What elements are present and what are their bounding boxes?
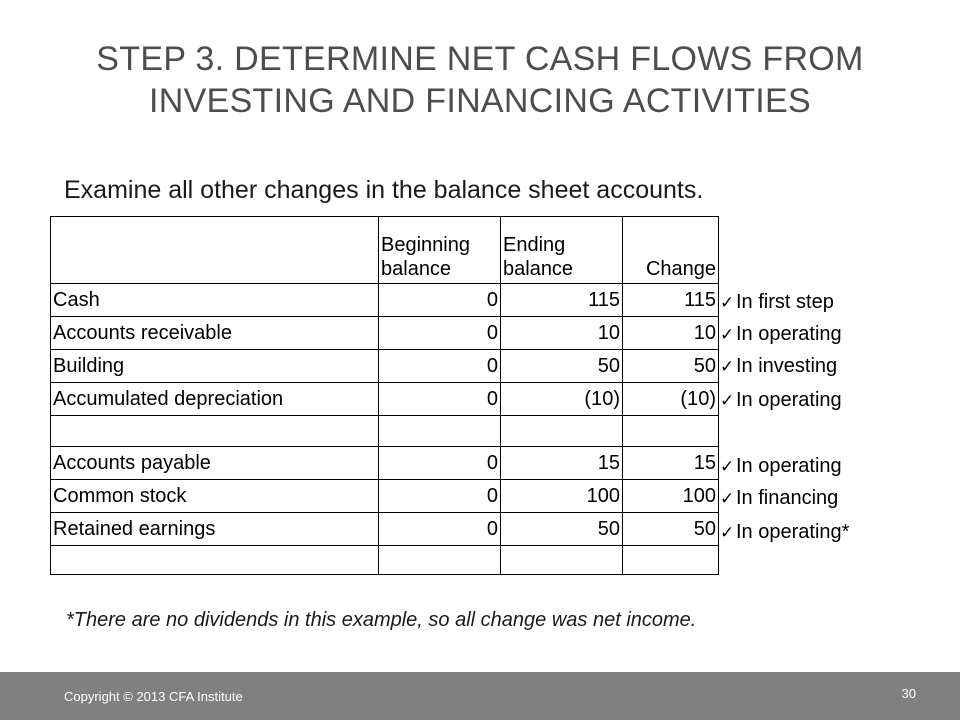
- check-icon: ✓: [720, 489, 735, 508]
- change-value: 50: [623, 350, 719, 383]
- row-note-text: In investing: [736, 355, 838, 377]
- beginning-value: 0: [379, 350, 501, 383]
- beginning-value: 0: [379, 383, 501, 416]
- row-note-text: In financing: [736, 487, 839, 509]
- ending-value: 50: [501, 513, 623, 546]
- check-icon: ✓: [720, 457, 735, 476]
- ending-value: 10: [501, 317, 623, 350]
- slide-title-line1: STEP 3. DETERMINE NET CASH FLOWS FROM: [96, 40, 864, 78]
- row-note: [720, 323, 842, 346]
- footer-bar: [0, 672, 960, 720]
- header-ending-balance: Ending balance: [501, 217, 623, 284]
- slide-title: [0, 38, 960, 122]
- empty-cell: [51, 416, 379, 447]
- row-note-text: In operating: [736, 455, 842, 477]
- change-value: 100: [623, 480, 719, 513]
- row-note: [720, 355, 837, 378]
- ending-value: (10): [501, 383, 623, 416]
- row-note: [720, 455, 842, 478]
- check-icon: ✓: [720, 293, 735, 312]
- slide-subtitle: Examine all other changes in the balance sheet accounts.: [64, 176, 704, 204]
- account-name: Common stock: [51, 480, 379, 513]
- header-beginning-balance: Beginning balance: [379, 217, 501, 284]
- change-value: 115: [623, 284, 719, 317]
- row-note-text: In first step: [736, 291, 834, 313]
- account-name: Retained earnings: [51, 513, 379, 546]
- row-note: [720, 521, 849, 544]
- check-icon: ✓: [720, 325, 735, 344]
- change-value: (10): [623, 383, 719, 416]
- row-note: [720, 291, 834, 314]
- empty-cell: [501, 416, 623, 447]
- ending-value: 15: [501, 447, 623, 480]
- change-value: 50: [623, 513, 719, 546]
- footnote: *There are no dividends in this example, so all change was net income.: [66, 609, 697, 631]
- ending-value: 115: [501, 284, 623, 317]
- beginning-value: 0: [379, 284, 501, 317]
- table-row: [51, 350, 719, 383]
- empty-cell: [623, 546, 719, 575]
- table-row: [51, 480, 719, 513]
- row-note: [720, 389, 842, 412]
- ending-value: 100: [501, 480, 623, 513]
- check-icon: ✓: [720, 391, 735, 410]
- change-value: 10: [623, 317, 719, 350]
- change-value: 15: [623, 447, 719, 480]
- check-icon: ✓: [720, 357, 735, 376]
- beginning-value: 0: [379, 480, 501, 513]
- table-row: [51, 447, 719, 480]
- copyright-text: Copyright © 2013 CFA Institute: [64, 689, 243, 704]
- beginning-value: 0: [379, 513, 501, 546]
- account-name: Cash: [51, 284, 379, 317]
- table-row-empty: [51, 546, 719, 575]
- row-note-text: In operating: [736, 323, 842, 345]
- account-name: Building: [51, 350, 379, 383]
- empty-cell: [379, 546, 501, 575]
- beginning-value: 0: [379, 447, 501, 480]
- beginning-value: 0: [379, 317, 501, 350]
- table-header-row: [51, 217, 719, 284]
- table-row: [51, 513, 719, 546]
- empty-cell: [501, 546, 623, 575]
- balance-sheet-table: [50, 216, 719, 575]
- table-row-empty: [51, 416, 719, 447]
- ending-value: 50: [501, 350, 623, 383]
- header-account: [51, 217, 379, 284]
- account-name: Accumulated depreciation: [51, 383, 379, 416]
- row-note-text: In operating: [736, 389, 842, 411]
- empty-cell: [623, 416, 719, 447]
- table-row: [51, 284, 719, 317]
- slide-title-line2: INVESTING AND FINANCING ACTIVITIES: [149, 82, 811, 120]
- account-name: Accounts receivable: [51, 317, 379, 350]
- empty-cell: [379, 416, 501, 447]
- page-number: 30: [901, 686, 916, 701]
- empty-cell: [51, 546, 379, 575]
- table-row: [51, 383, 719, 416]
- header-change: Change: [623, 217, 719, 284]
- check-icon: ✓: [720, 523, 735, 542]
- row-note: [720, 487, 838, 510]
- row-note-text: In operating*: [736, 521, 850, 543]
- table-row: [51, 317, 719, 350]
- account-name: Accounts payable: [51, 447, 379, 480]
